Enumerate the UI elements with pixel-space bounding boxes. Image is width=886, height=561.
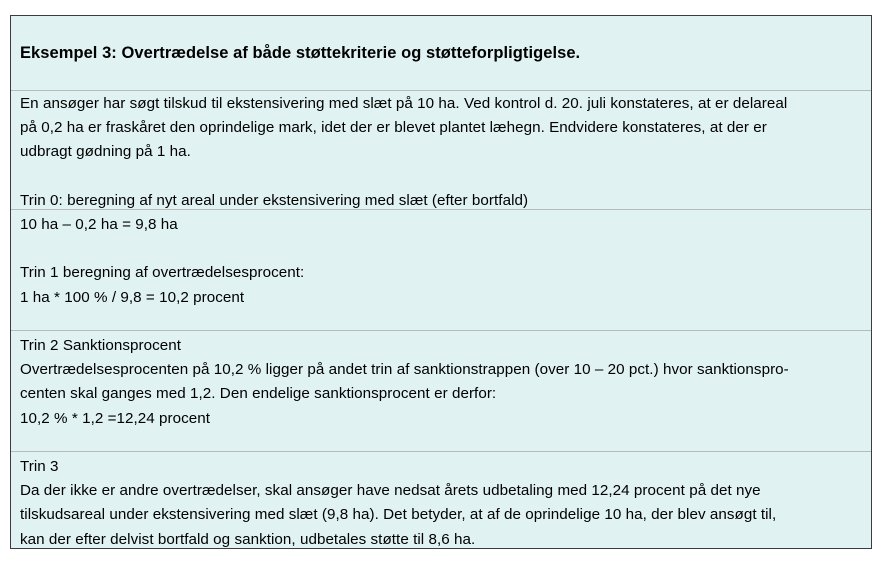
step2-section bbox=[11, 334, 871, 431]
step1-calculation: 1 ha * 100 % / 9,8 = 10,2 procent bbox=[20, 288, 245, 306]
row-divider bbox=[11, 330, 871, 331]
example-box bbox=[10, 15, 872, 549]
step2-heading: Trin 2 Sanktionsprocent bbox=[20, 337, 181, 354]
step0-section bbox=[11, 213, 871, 310]
step2-result: 10,2 % * 1,2 =12,24 procent bbox=[20, 409, 211, 427]
step3-section bbox=[11, 455, 871, 552]
step3-heading: Trin 3 bbox=[20, 458, 59, 475]
step3-line: kan der efter delvist bortfald og sanktion, udbetales støtte til 8,6 ha. bbox=[20, 530, 476, 548]
intro-line: En ansøger har søgt tilskud til ekstensivering med slæt på 10 ha. Ved kontrol d. 20. juli konstateres, at er delareal bbox=[20, 95, 788, 112]
step0-calculation: 10 ha – 0,2 ha = 9,8 ha bbox=[20, 216, 178, 233]
example-title bbox=[11, 41, 871, 65]
intro-section bbox=[11, 92, 871, 213]
example-title-text: Eksempel 3: Overtrædelse af både støttekriterie og støtteforpligtigelse. bbox=[20, 44, 581, 62]
row-divider bbox=[11, 451, 871, 452]
step1-heading: Trin 1 beregning af overtrædelsesprocent: bbox=[20, 264, 305, 282]
row-divider bbox=[11, 90, 871, 91]
intro-line: udbragt gødning på 1 ha. bbox=[20, 143, 191, 161]
step3-line: tilskudsareal under ekstensivering med slæt (9,8 ha). Det betyder, at af de oprindelige 10 ha, der blev ansøgt til, bbox=[20, 506, 777, 524]
step2-line: Overtrædelsesprocenten på 10,2 % ligger på andet trin af sanktionstrappen (over 10 – 20 pct.) hvor sanktionspro- bbox=[20, 361, 789, 379]
intro-line: på 0,2 ha er fraskåret den oprindelige mark, idet der er blevet plantet læhegn. Endvidere konstateres, at der er bbox=[20, 119, 767, 137]
step2-line: centen skal ganges med 1,2. Den endelige sanktionsprocent er derfor: bbox=[20, 385, 497, 403]
step3-line: Da der ikke er andre overtrædelser, skal ansøger have nedsat årets udbetaling med 12,24 procent på det nye bbox=[20, 482, 761, 500]
step0-heading: Trin 0: beregning af nyt areal under ekstensivering med slæt (efter bortfald) bbox=[20, 191, 529, 209]
row-divider bbox=[11, 209, 871, 210]
